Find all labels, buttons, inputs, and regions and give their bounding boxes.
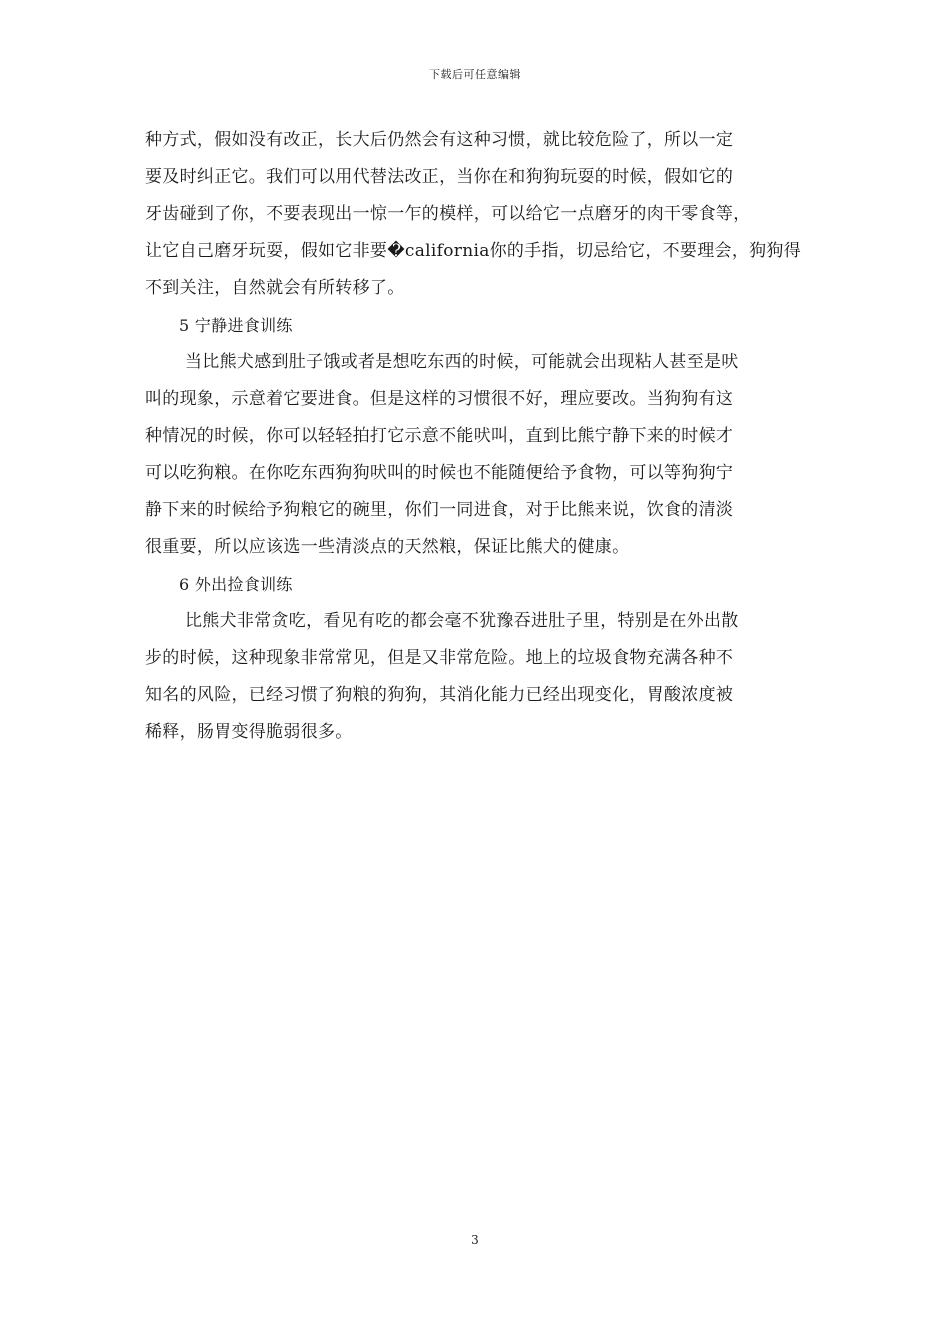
paragraph-line: 比熊犬非常贪吃，看见有吃的都会毫不犹豫吞进肚子里，特别是在外出散 [185, 611, 739, 631]
paragraph-line: 要及时纠正它。我们可以用代替法改正，当你在和狗狗玩耍的时候，假如它的 [145, 167, 734, 187]
section-heading-6: 6 外出捡食训练 [179, 575, 293, 594]
paragraph-line: 步的时候，这种现象非常常见，但是又非常危险。地上的垃圾食物充满各种不 [145, 648, 734, 668]
paragraph-2 [145, 344, 810, 566]
paragraph-line: 种方式，假如没有改正，长大后仍然会有这种习惯，就比较危险了，所以一定 [145, 130, 734, 150]
page-header: 下载后可任意编辑 [429, 68, 521, 81]
page-number: 3 [471, 1233, 479, 1247]
paragraph-line: 很重要，所以应该选一些清淡点的天然粮，保证比熊犬的健康。 [145, 537, 630, 557]
document-body [145, 122, 810, 751]
paragraph-line: 稀释，肠胃变得脆弱很多。 [145, 722, 353, 742]
paragraph-line: 叫的现象，示意着它要进食。但是这样的习惯很不好，理应要改。当狗狗有这 [145, 389, 734, 409]
paragraph-line: 让它自己磨牙玩耍，假如它非要�california你的手指，切忌给它，不要理会，狗狗得 [145, 241, 802, 261]
paragraph-line: 当比熊犬感到肚子饿或者是想吃东西的时候，可能就会出现粘人甚至是吠 [185, 352, 739, 372]
paragraph-line: 种情况的时候，你可以轻轻拍打它示意不能吠叫，直到比熊宁静下来的时候才 [145, 426, 734, 446]
section-heading-5: 5 宁静进食训练 [179, 316, 293, 335]
paragraph-line: 静下来的时候给予狗粮它的碗里，你们一同进食，对于比熊来说，饮食的清淡 [145, 500, 734, 520]
paragraph-line: 牙齿碰到了你，不要表现出一惊一乍的模样，可以给它一点磨牙的肉干零食等， [145, 204, 751, 224]
paragraph-line: 知名的风险，已经习惯了狗粮的狗狗，其消化能力已经出现变化，胃酸浓度被 [145, 685, 734, 705]
paragraph-1 [145, 122, 810, 307]
paragraph-3 [145, 603, 810, 751]
paragraph-line: 可以吃狗粮。在你吃东西狗狗吠叫的时候也不能随便给予食物，可以等狗狗宁 [145, 463, 734, 483]
paragraph-line: 不到关注，自然就会有所转移了。 [145, 278, 405, 298]
